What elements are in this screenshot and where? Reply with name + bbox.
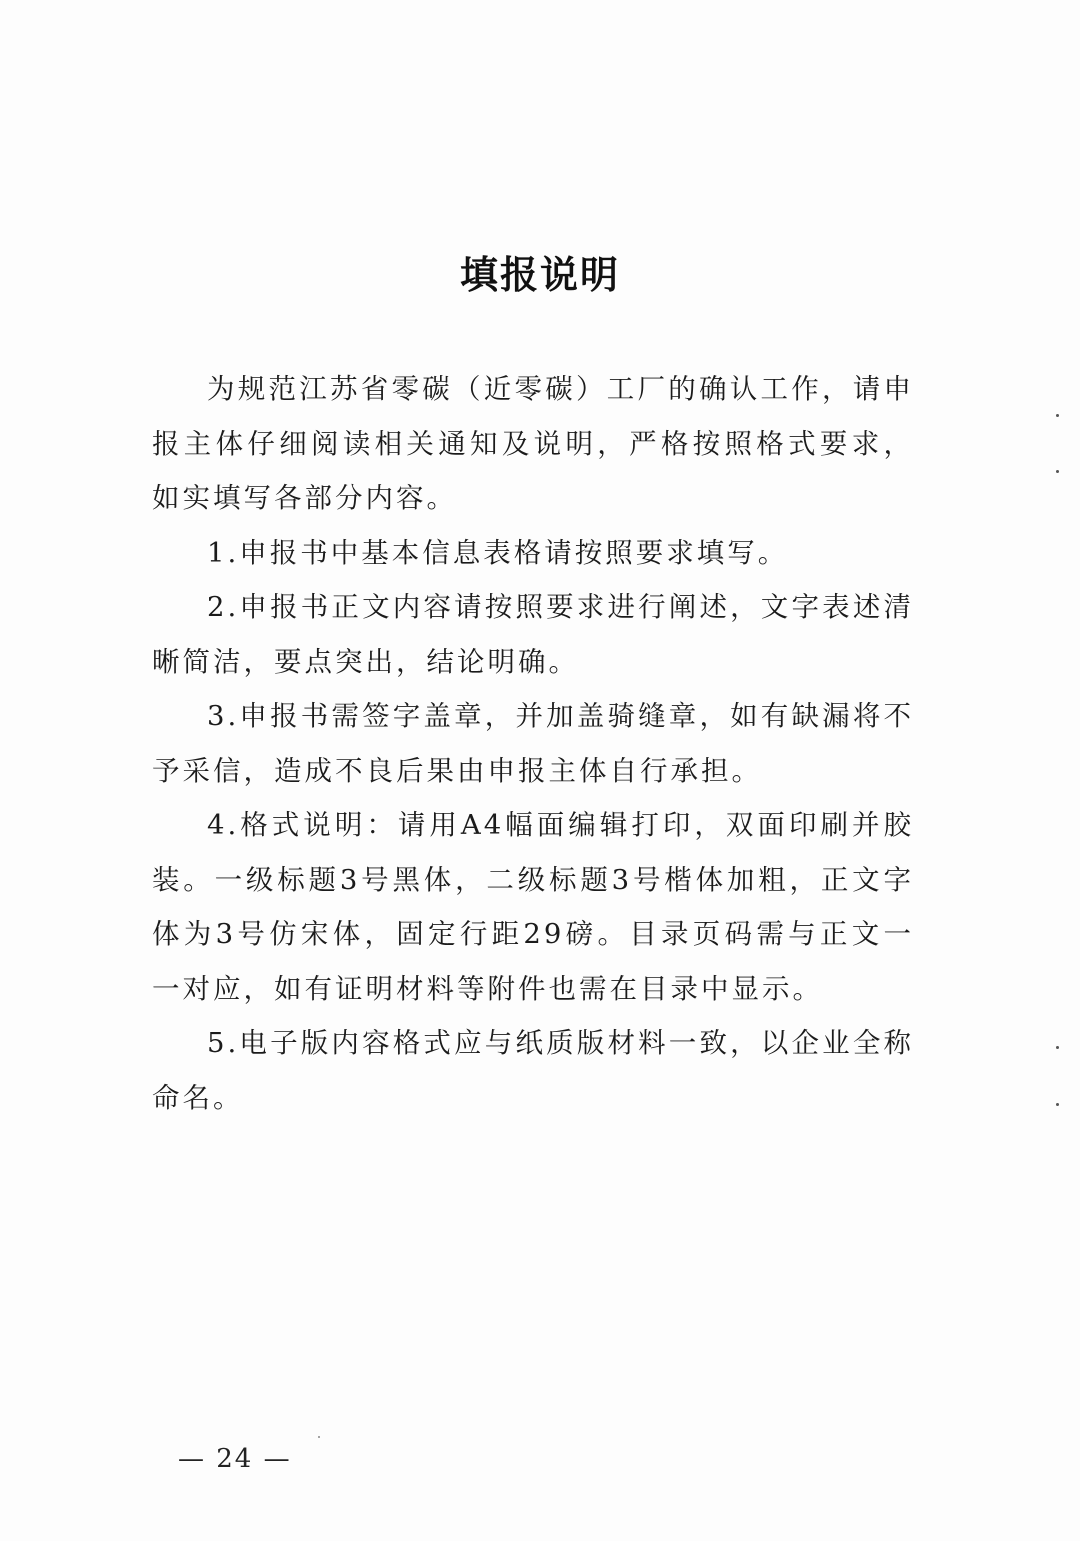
scan-speck [1056, 470, 1059, 473]
page-number: — 24 — [178, 1444, 292, 1474]
page-title: 填报说明 [459, 252, 620, 297]
document-body [152, 362, 914, 1125]
scan-speck [1056, 1103, 1059, 1106]
instruction-item-1: 1.申报书中基本信息表格请按照要求填写。 [207, 536, 789, 569]
scan-speck [1056, 414, 1059, 417]
instruction-item-3: 3.申报书需签字盖章，并加盖骑缝章，如有缺漏将不予采信，造成不良后果由申报主体自行承担。 [152, 700, 914, 787]
intro-paragraph: 为规范江苏省零碳（近零碳）工厂的确认工作，请申报主体仔细阅读相关通知及说明，严格按照格式要求，如实填写各部分内容。 [152, 373, 914, 514]
scan-speck [1056, 1046, 1059, 1049]
instruction-item-5: 5.电子版内容格式应与纸质版材料一致，以企业全称命名。 [152, 1027, 914, 1114]
instruction-item-2: 2.申报书正文内容请按照要求进行阐述，文字表述清晰简洁，要点突出，结论明确。 [152, 591, 914, 678]
scan-speck [318, 1436, 320, 1438]
instruction-item-4: 4.格式说明：请用A4幅面编辑打印，双面印刷并胶装。一级标题3号黑体，二级标题3号楷体加粗，正文字体为3号仿宋体，固定行距29磅。目录页码需与正文一一对应，如有证明材料等附件也需在目录中显示。 [152, 809, 914, 1005]
